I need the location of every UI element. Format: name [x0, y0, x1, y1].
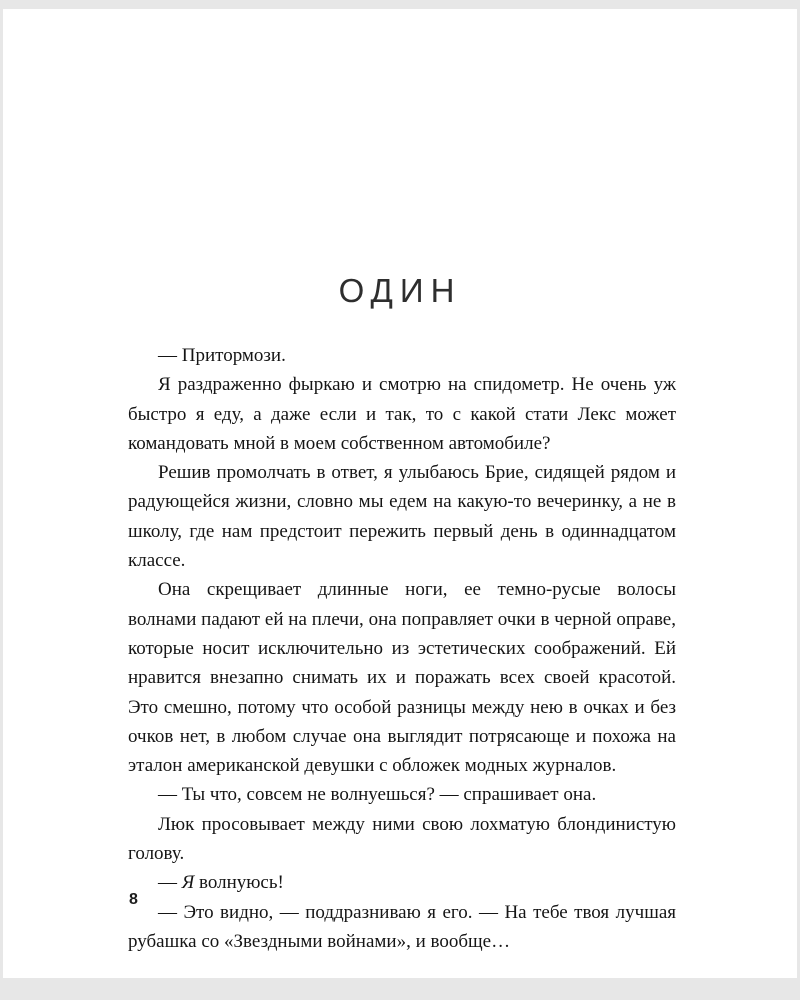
- book-page: [3, 9, 797, 978]
- page-number: 8: [129, 891, 138, 908]
- paragraph: Люк просовывает между ними свою лохматую блондинистую голову.: [128, 813, 676, 865]
- paragraph: — Это видно, — поддразниваю я его. — На тебе твоя лучшая рубашка со «Звездными войнами», и вообще…: [128, 901, 676, 952]
- body-text: [128, 341, 676, 956]
- dialog-dash: —: [158, 872, 182, 894]
- dialog-rest: волнуюсь!: [194, 872, 284, 894]
- italic-word: Я: [181, 872, 195, 894]
- paragraph: Решив промолчать в ответ, я улыбаюсь Брие, сидящей рядом и радующейся жизни, словно мы едем на какую-то вечеринку, а не в школу, где нам предстоит пережить первый день в одиннадцатом классе.: [128, 462, 676, 572]
- paragraph: — Притормози.: [158, 345, 286, 366]
- paragraph: Она скрещивает длинные ноги, ее темно-русые волосы волнами падают ей на плечи, она поправляет очки в черной оправе, которые носит исключительно из эстетических соображений. Ей нравится внезапно снимать их и поражать всех своей красотой. Это смешно, потому что особой разницы между нею в очках и без очков нет, в любом случае она выглядит потрясающе и похожа на эталон американской девушки с обложек модных журналов.: [128, 579, 676, 777]
- paragraph: — Ты что, совсем не волнуешься? — спрашивает она.: [158, 784, 597, 806]
- chapter-title: ОДИН: [338, 272, 462, 309]
- paragraph: Я раздраженно фыркаю и смотрю на спидометр. Не очень уж быстро я еду, а даже если и так, то с какой стати Лекс может командовать мной в моем собственном автомобиле?: [128, 374, 676, 454]
- paragraph-with-italic: [128, 868, 676, 897]
